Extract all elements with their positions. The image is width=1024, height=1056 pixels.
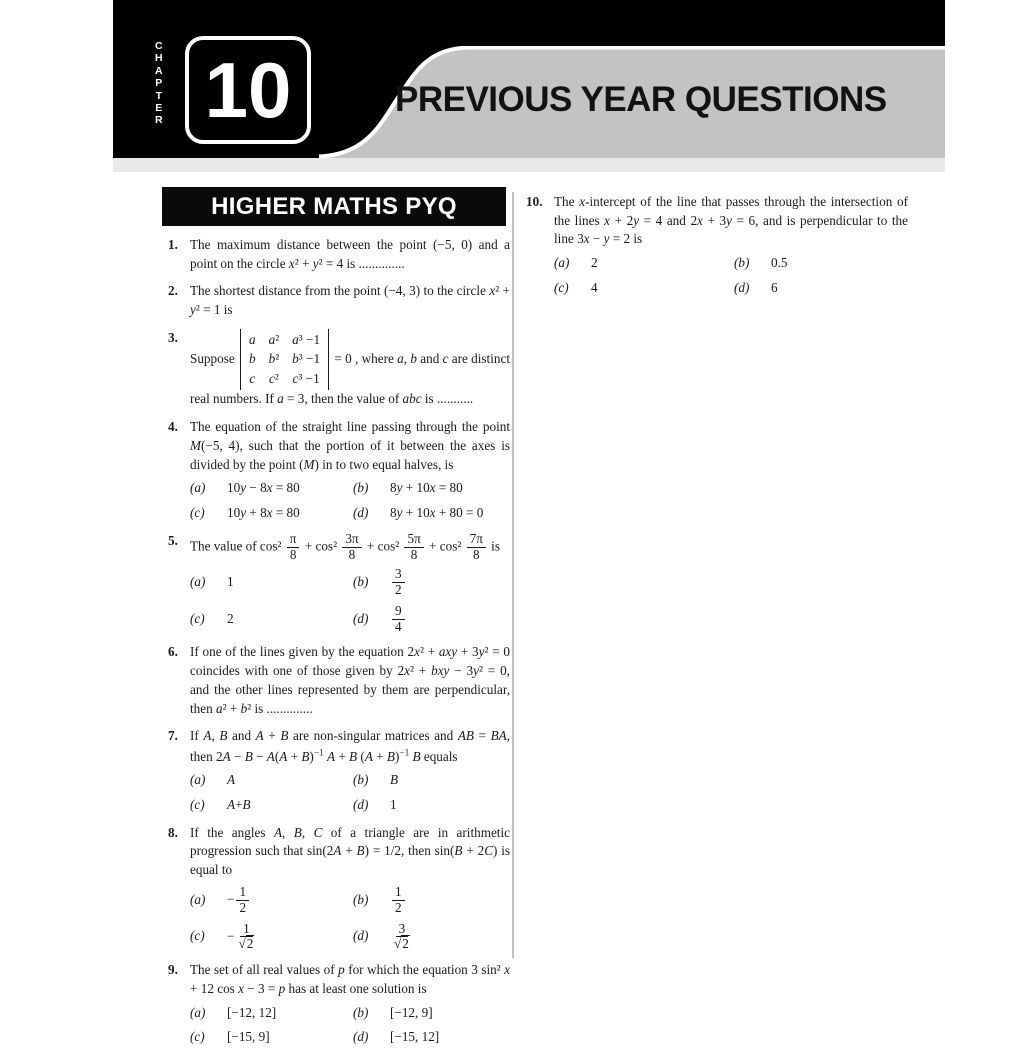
column-divider: [512, 192, 514, 958]
determinant: a a² a³ −1 b b² b³ −1 c c² c³ −1: [240, 329, 329, 390]
fraction: $\frac{1}{√2}$: [238, 920, 254, 952]
option-value: 8y + 10x + 80 = 0: [390, 505, 484, 521]
question-text: The x-intercept of the line that passes through the intersection of the lines x + 2y = 4 and 2x + 3y = 6, and is perpendicular to the line 3x − y = 2 is: [554, 194, 909, 247]
option-label: (c): [554, 279, 569, 295]
option-label: (c): [190, 610, 205, 626]
option-label: (b): [353, 480, 369, 496]
question-number: 4.: [168, 419, 178, 435]
question-item: [168, 643, 510, 718]
question-item: [168, 532, 510, 635]
option-value: 2: [227, 610, 234, 626]
question-text: The maximum distance between the point (−5, 0) and a point on the circle x² + y² = 4 is ..............: [190, 237, 510, 271]
option-value: A+B: [227, 797, 251, 813]
question-number: 5.: [168, 532, 178, 548]
chapter-letter: T: [155, 89, 162, 102]
question-number: 2.: [168, 283, 178, 299]
question-text: The equation of the straight line passing through the point M(−5, 4), such that the portion of it between the axes is divided by the point (M) in to two equal halves, is: [190, 419, 510, 472]
option: [190, 885, 347, 916]
option: [734, 254, 908, 273]
question-item: [168, 236, 510, 273]
option: [353, 567, 510, 598]
fraction: $\frac{1}{2}$: [234, 885, 251, 916]
option: [353, 796, 510, 815]
question-text: The value of cos² $\frac{\pi}{8}$ + cos² $\frac{3\pi}{8}$ + cos² $\frac{5\pi}{8}$ + cos² $\frac{7\pi}{8}$ is: [190, 530, 500, 562]
chapter-letter: E: [155, 102, 163, 115]
fraction: $\frac{7\pi}{8}$: [465, 532, 488, 563]
header-bottom-strip: [113, 158, 945, 172]
option: [353, 604, 510, 635]
option-label: (a): [554, 255, 570, 271]
question-number: 1.: [168, 237, 178, 252]
option-value: 8y + 10x = 80: [390, 480, 463, 496]
option-value: 2: [591, 255, 598, 271]
option: [190, 604, 347, 635]
fraction: $\frac{5\pi}{8}$: [402, 532, 425, 563]
option-label: (d): [353, 610, 369, 626]
option-label: (d): [353, 1029, 369, 1045]
question-number: 6.: [168, 644, 178, 660]
option-value: 1: [227, 574, 234, 590]
option-label: (d): [353, 797, 369, 813]
option: [353, 771, 510, 790]
section-title-banner: [162, 187, 506, 226]
option-label: (a): [190, 574, 206, 590]
fraction: $\frac{9}{4}$: [390, 604, 407, 635]
option-value: [390, 922, 414, 953]
option: [353, 479, 510, 498]
chapter-letter: C: [155, 40, 163, 52]
chapter-header: [113, 0, 945, 158]
question-item: [168, 727, 510, 814]
option: [190, 771, 347, 790]
fraction: $\frac{\pi}{8}$: [285, 532, 302, 563]
option: [190, 922, 347, 953]
option-label: (d): [734, 279, 750, 295]
option-value: [−15, 9]: [227, 1029, 270, 1045]
option-label: (b): [734, 255, 750, 271]
option-value: 4: [591, 279, 598, 295]
option-label: (b): [353, 772, 369, 788]
option-value: [−12, 12]: [227, 1004, 277, 1020]
question-item: [526, 193, 908, 298]
option-value: A: [227, 772, 236, 788]
question-text: If the angles A, B, C of a triangle are in arithmetic progression such that sin(2A + B) = 1/2, then sin(B + 2C) is equal to: [190, 824, 511, 878]
option: [353, 1028, 510, 1047]
option: [190, 567, 347, 598]
option-label: (b): [353, 891, 369, 907]
option: [353, 885, 510, 916]
options: [190, 771, 510, 814]
option-label: (d): [353, 928, 369, 944]
questions-column-left: [168, 236, 510, 1056]
option-value: [−15, 12]: [390, 1029, 440, 1045]
chapter-letter: R: [155, 114, 163, 127]
fraction: $\frac{1}{2}$: [390, 885, 407, 916]
option-value: [390, 604, 407, 635]
questions-column-right: [526, 193, 908, 307]
options: [190, 885, 510, 952]
question-text: The set of all real values of p for which the equation 3 sin² x + 12 cos x − 3 = p has at least one solution is: [190, 962, 510, 996]
option-label: (d): [353, 505, 369, 521]
question-number: 7.: [168, 728, 178, 744]
option-value: [−12, 9]: [390, 1004, 433, 1020]
option-value: 0.5: [771, 255, 788, 271]
option-label: (a): [190, 480, 206, 496]
option-value: − $\frac{1}{2}$: [227, 885, 251, 916]
options: [190, 479, 510, 522]
option: [190, 796, 347, 815]
option-label: (b): [353, 1004, 369, 1020]
fraction: $\frac{3}{2}$: [390, 567, 407, 598]
chapter-number: 10: [204, 45, 292, 134]
option-value: 10y − 8x = 80: [227, 480, 300, 496]
option-value: [390, 567, 407, 598]
option-label: (c): [190, 797, 205, 813]
option: [190, 504, 347, 523]
chapter-letter: A: [155, 64, 163, 77]
question-number: 9.: [168, 962, 178, 978]
question-item: [168, 961, 510, 1047]
option-value: 1: [390, 797, 397, 813]
chapter-letter: H: [155, 52, 163, 65]
fraction: $\frac{3}{√2}$: [394, 920, 409, 952]
chapter-letter: P: [155, 77, 163, 90]
question-text: If A, B and A + B are non-singular matrices and AB = BA, then $2A - B - A(A + B)^{-1}$ A + B $(A + B)^{-1}$ B equals: [190, 728, 510, 764]
options: [190, 1004, 510, 1047]
question-item: [168, 329, 510, 409]
option-label: (a): [190, 772, 206, 788]
question-item: [168, 282, 510, 319]
option-value: 6: [771, 279, 778, 295]
option: [353, 1004, 510, 1023]
question-text: If one of the lines given by the equation 2x² + axy + 3y² = 0 coincides with one of those given by 2x² + bxy − 3y² = 0, and the other lines represented by them are perpendicular, then a² + b² is ..............: [190, 644, 510, 716]
question-text: The shortest distance from the point (−4, 3) to the circle x² + y² = 1 is: [190, 283, 510, 318]
option-value: [390, 885, 407, 916]
chapter-number-box: [185, 36, 311, 144]
option: [353, 504, 510, 523]
option-value: B: [390, 772, 399, 788]
section-title: HIGHER MATHS PYQ: [211, 192, 457, 220]
option: [190, 479, 347, 498]
option-label: (a): [190, 891, 206, 907]
question-number: 10.: [526, 194, 543, 209]
options: [190, 567, 510, 634]
option-label: (c): [190, 928, 205, 944]
option-label: (c): [190, 505, 205, 521]
option-value: − $\frac{1}{√2}$: [227, 922, 258, 953]
question-item: [168, 824, 510, 952]
fraction: $\frac{3\pi}{8}$: [340, 532, 363, 563]
option: [734, 279, 908, 298]
option-label: (b): [353, 574, 369, 590]
option-label: (c): [190, 1029, 205, 1045]
question-number: 8.: [168, 824, 178, 840]
chapter-word: [155, 40, 163, 127]
question-item: [168, 418, 510, 523]
option: [554, 254, 728, 273]
option: [554, 279, 728, 298]
question-text: Suppose a a² a³ −1 b b² b³ −1 c c² c³ −1 = 0 , where a, b and c are distinct real numbers. If a = 3, then the value of abc is ...........: [190, 329, 510, 409]
option: [353, 922, 510, 953]
sqrt-icon: √: [238, 936, 246, 952]
option: [190, 1028, 347, 1047]
option-label: (a): [190, 1004, 206, 1020]
option: [190, 1004, 347, 1023]
options: [554, 254, 908, 297]
option-value: 10y + 8x = 80: [227, 505, 300, 521]
page-title: PREVIOUS YEAR QUESTIONS: [395, 80, 887, 119]
question-number: 3.: [168, 329, 178, 345]
sqrt-icon: √: [394, 936, 402, 952]
